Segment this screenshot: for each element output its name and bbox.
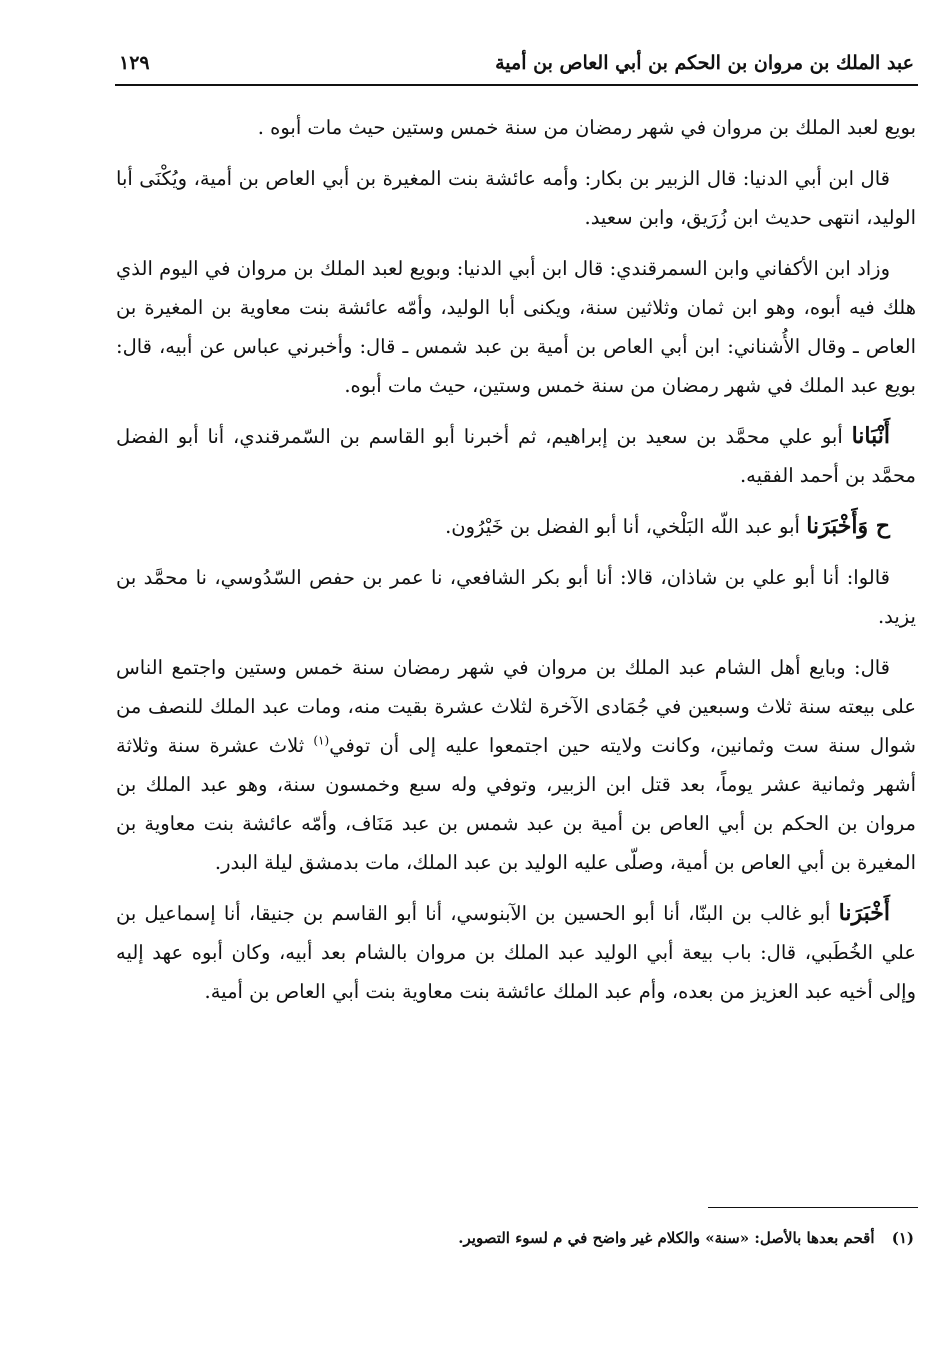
main-text bbox=[116, 108, 916, 1023]
page-header bbox=[115, 44, 918, 86]
paragraph-5 bbox=[116, 507, 916, 546]
paragraph-text: وزاد ابن الأكفاني وابن السمرقندي: قال ابن أبي الدنيا: وبويع لعبد الملك بن مروان في اليوم الذي هلك فيه أبوه، وهو ابن ثمان وثلاثين سنة، ويكنى أبا الوليد، وأمّه عائشة بنت معاوية بن المغيرة بن العاص ـ وقال الأُشناني: ابن أبي العاص بن أمية بن عبد شمس ـ قال: وأخبرني عباس عن أبيه، قال: بويع عبد الملك في شهر رمضان من سنة خمس وستين، حيث مات أبوه. bbox=[116, 257, 916, 397]
paragraph-2 bbox=[116, 159, 916, 237]
footnote bbox=[54, 1226, 914, 1250]
footnote-text: أقحم بعدها بالأصل: «سنة» والكلام غير واضح في م لسوء التصوير. bbox=[458, 1229, 875, 1247]
paragraph-text-continued: ثلاث عشرة سنة وثلاثة أشهر وثمانية عشر يوماً، بعد قتل ابن الزبير، وتوفي وله سبع وخمسون سنة، وهو عبد الملك بن مروان بن الحكم بن أبي العاص بن أمية بن عبد شمس بن عبد مَنَاف، وأمّه عائشة بنت معاوية بن المغيرة بن أبي العاص بن أمية، وصلّى عليه الوليد بن عبد الملك، مات بدمشق ليلة البدر. bbox=[116, 734, 916, 874]
isnad-lead: ح وَأَخْبَرَنا bbox=[806, 513, 890, 539]
paragraph-4 bbox=[116, 417, 916, 495]
paragraph-7 bbox=[116, 648, 916, 882]
paragraph-text: أبو عبد اللّه البَلْخي، أنا أبو الفضل بن خَيْرُون. bbox=[445, 515, 800, 538]
isnad-lead: أَنْبَانا bbox=[851, 423, 890, 449]
isnad-lead: أَخْبَرَنا bbox=[838, 900, 890, 926]
paragraph-text: قالوا: أنا أبو علي بن شاذان، قالا: أنا أبو بكر الشافعي، نا عمر بن حفص السّدُوسي، نا محمَّد بن يزيد. bbox=[116, 566, 916, 628]
page-number: ١٢٩ bbox=[119, 52, 150, 74]
paragraph-text: أبو غالب بن البنّا، أنا أبو الحسين بن الآبنوسي، أنا أبو القاسم بن جنيقا، أنا إسماعيل بن علي الخُطَبي، قال: باب بيعة أبي الوليد عبد الملك بن مروان بالشام بعد أبيه، وكان أبوه عهد إليه وإلى أخيه عبد العزيز من بعده، وأم عبد الملك عائشة بنت معاوية بنت أبي العاص بن أمية. bbox=[116, 902, 916, 1003]
paragraph-1 bbox=[116, 108, 916, 147]
footnote-reference[interactable]: (١) bbox=[313, 733, 330, 748]
footnote-divider bbox=[708, 1207, 918, 1208]
running-title: عبد الملك بن مروان بن الحكم بن أبي العاص بن أمية bbox=[495, 52, 914, 74]
footnote-number: (١) bbox=[891, 1229, 914, 1247]
paragraph-text: بويع لعبد الملك بن مروان في شهر رمضان من سنة خمس وستين حيث مات أبوه . bbox=[257, 116, 916, 139]
paragraph-text: أبو علي محمَّد بن سعيد بن إبراهيم، ثم أخبرنا أبو القاسم بن السّمرقندي، أنا أبو الفضل محمَّد بن أحمد الفقيه. bbox=[116, 425, 916, 487]
paragraph-text: قال: وبايع أهل الشام عبد الملك بن مروان في شهر رمضان سنة خمس وستين واجتمع الناس على بيعته سنة ثلاث وسبعين في جُمَادى الآخرة لثلاث عشرة بقيت منه، ومات عبد الملك للنصف من شوال سنة ست وثمانين، وكانت ولايته حين اجتمعوا عليه إلى أن توفي bbox=[116, 656, 916, 757]
paragraph-3 bbox=[116, 249, 916, 405]
paragraph-8 bbox=[116, 894, 916, 1011]
paragraph-6 bbox=[116, 558, 916, 636]
paragraph-text: قال ابن أبي الدنيا: قال الزبير بن بكار: وأمه عائشة بنت المغيرة بن أبي العاص بن أمية، ويُكْنَى أبا الوليد، انتهى حديث ابن زُرَيق، وابن سعيد. bbox=[116, 167, 916, 229]
